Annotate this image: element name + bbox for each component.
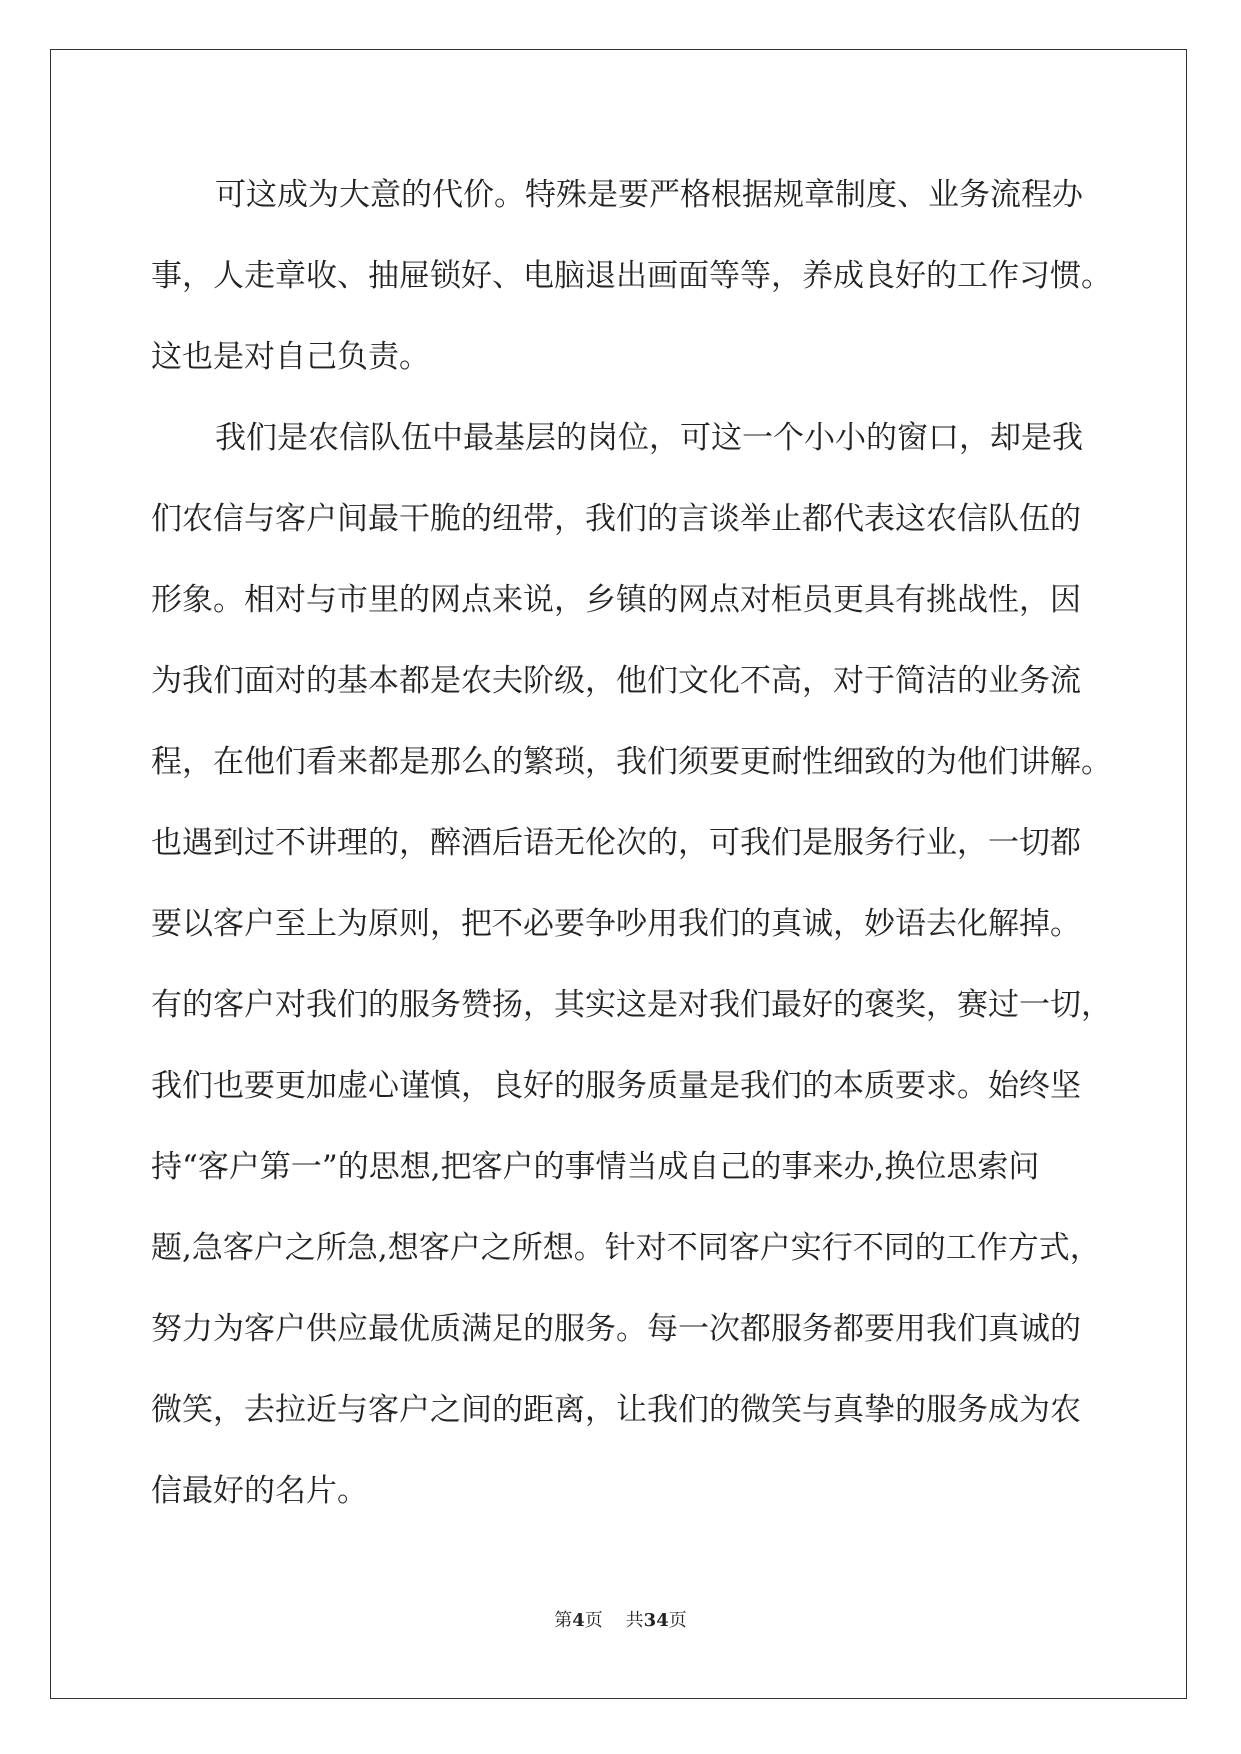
text-line: 信最好的名片。 [151, 1473, 368, 1509]
text-line: 我们是农信队伍中最基层的岗位，可这一个小小的窗口，却是我 [215, 420, 1083, 456]
paragraph [151, 155, 1112, 398]
text-line: 要以客户至上为原则，把不必要争吵用我们的真诚，妙语去化解掉。 [151, 906, 1081, 942]
current-page-number: 4 [572, 1610, 585, 1631]
text-line: 我们也要更加虚心谨慎，良好的服务质量是我们的本质要求。始终坚 [151, 1068, 1081, 1104]
footer-prefix: 第 [554, 1610, 573, 1631]
text-line: 题,急客户之所急,想客户之所想。针对不同客户实行不同的工作方式， [151, 1230, 1101, 1266]
text-line: 可这成为大意的代价。特殊是要严格根据规章制度、业务流程办 [215, 177, 1083, 213]
footer-middle: 页 共 [584, 1610, 644, 1631]
text-line: 这也是对自己负责。 [151, 339, 430, 375]
text-line: 有的客户对我们的服务赞扬，其实这是对我们最好的褒奖，赛过一切， [151, 987, 1112, 1023]
text-line: 事，人走章收、抽屉锁好、电脑退出画面等等，养成良好的工作习惯。 [151, 258, 1112, 294]
total-pages-number: 34 [643, 1610, 669, 1631]
text-line: 微笑，去拉近与客户之间的距离，让我们的微笑与真挚的服务成为农 [151, 1392, 1081, 1428]
text-line: 持“客户第一”的思想,把客户的事情当成自己的事来办,换位思索问 [151, 1149, 1040, 1185]
text-line: 努力为客户供应最优质满足的服务。每一次都服务都要用我们真诚的 [151, 1311, 1081, 1347]
text-line: 们农信与客户间最干脆的纽带，我们的言谈举止都代表这农信队伍的 [151, 501, 1081, 537]
text-line: 程，在他们看来都是那么的繁琐，我们须要更耐性细致的为他们讲解。 [151, 744, 1112, 780]
page-footer [0, 1606, 1241, 1632]
text-line: 为我们面对的基本都是农夫阶级，他们文化不高，对于简洁的业务流 [151, 663, 1081, 699]
document-body [151, 155, 1112, 1532]
footer-suffix: 页 [668, 1610, 687, 1631]
paragraph [151, 398, 1112, 1532]
text-line: 形象。相对与市里的网点来说，乡镇的网点对柜员更具有挑战性，因 [151, 582, 1081, 618]
text-line: 也遇到过不讲理的，醉酒后语无伦次的，可我们是服务行业，一切都 [151, 825, 1081, 861]
